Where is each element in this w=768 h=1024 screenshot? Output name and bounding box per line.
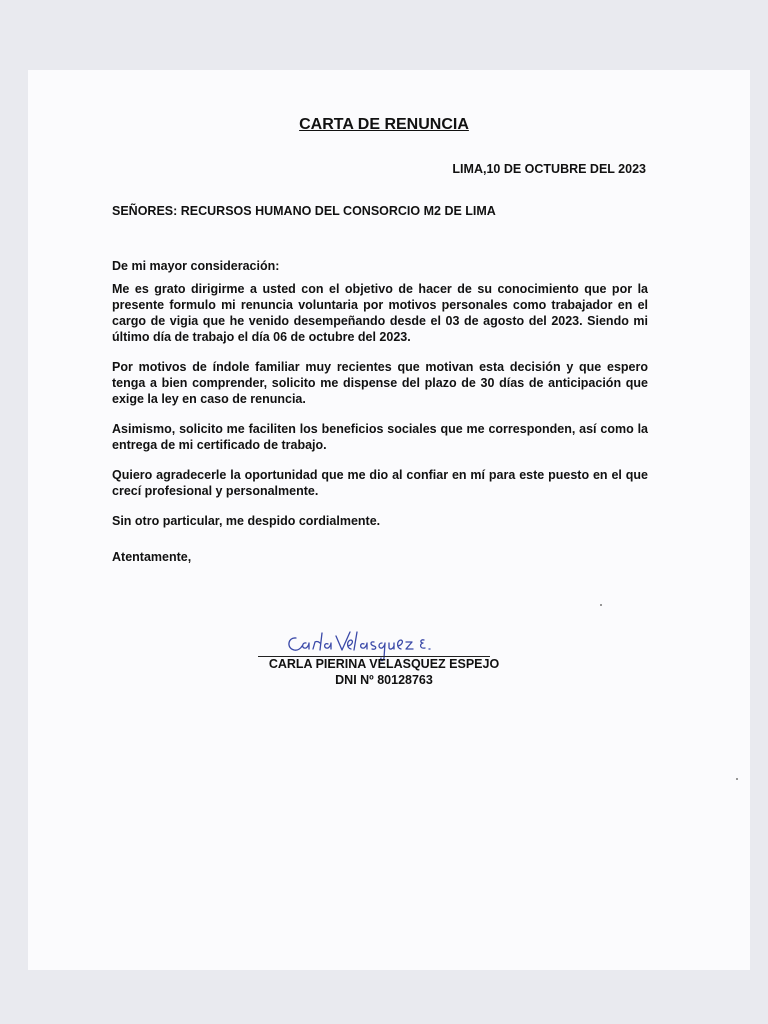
paragraph-notice-waiver: Por motivos de índole familiar muy recientes que motivan esta decisión y que espero tenga a bien comprender, solicito me dispense del plazo de 30 días de anticipación que exige la ley en caso de renuncia. (112, 360, 648, 406)
letter-date: LIMA,10 DE OCTUBRE DEL 2023 (452, 162, 646, 176)
letter-body (112, 281, 648, 543)
letter-closing: Atentamente, (112, 550, 192, 564)
signer-name: CARLA PIERINA VELASQUEZ ESPEJO (268, 657, 500, 671)
paragraph-benefits: Asimismo, solicito me faciliten los beneficios sociales que me corresponden, así como la entrega de mi certificado de trabajo. (112, 422, 648, 452)
scan-speck (600, 604, 602, 606)
paragraph-farewell: Sin otro particular, me despido cordialmente. (112, 514, 381, 528)
scan-speck (736, 778, 738, 780)
paragraph-resignation: Me es grato dirigirme a usted con el objetivo de hacer de su conocimiento que por la presente formulo mi renuncia voluntaria por motivos personales como trabajador en el cargo de vigia que he venido desempeñando desde el 03 de agosto del 2023. Siendo mi último día de trabajo el día 06 de octubre del 2023. (112, 282, 648, 344)
letter-title: CARTA DE RENUNCIA (299, 116, 469, 133)
paragraph-thanks: Quiero agradecerle la oportunidad que me dio al confiar en mí para este puesto en el que crecí profesional y personalmente. (112, 468, 648, 498)
signer-dni: DNI Nº 80128763 (335, 673, 433, 687)
letter-greeting: De mi mayor consideración: (112, 259, 280, 273)
letter-recipient: SEÑORES: RECURSOS HUMANO DEL CONSORCIO M2 DE LIMA (112, 204, 496, 218)
